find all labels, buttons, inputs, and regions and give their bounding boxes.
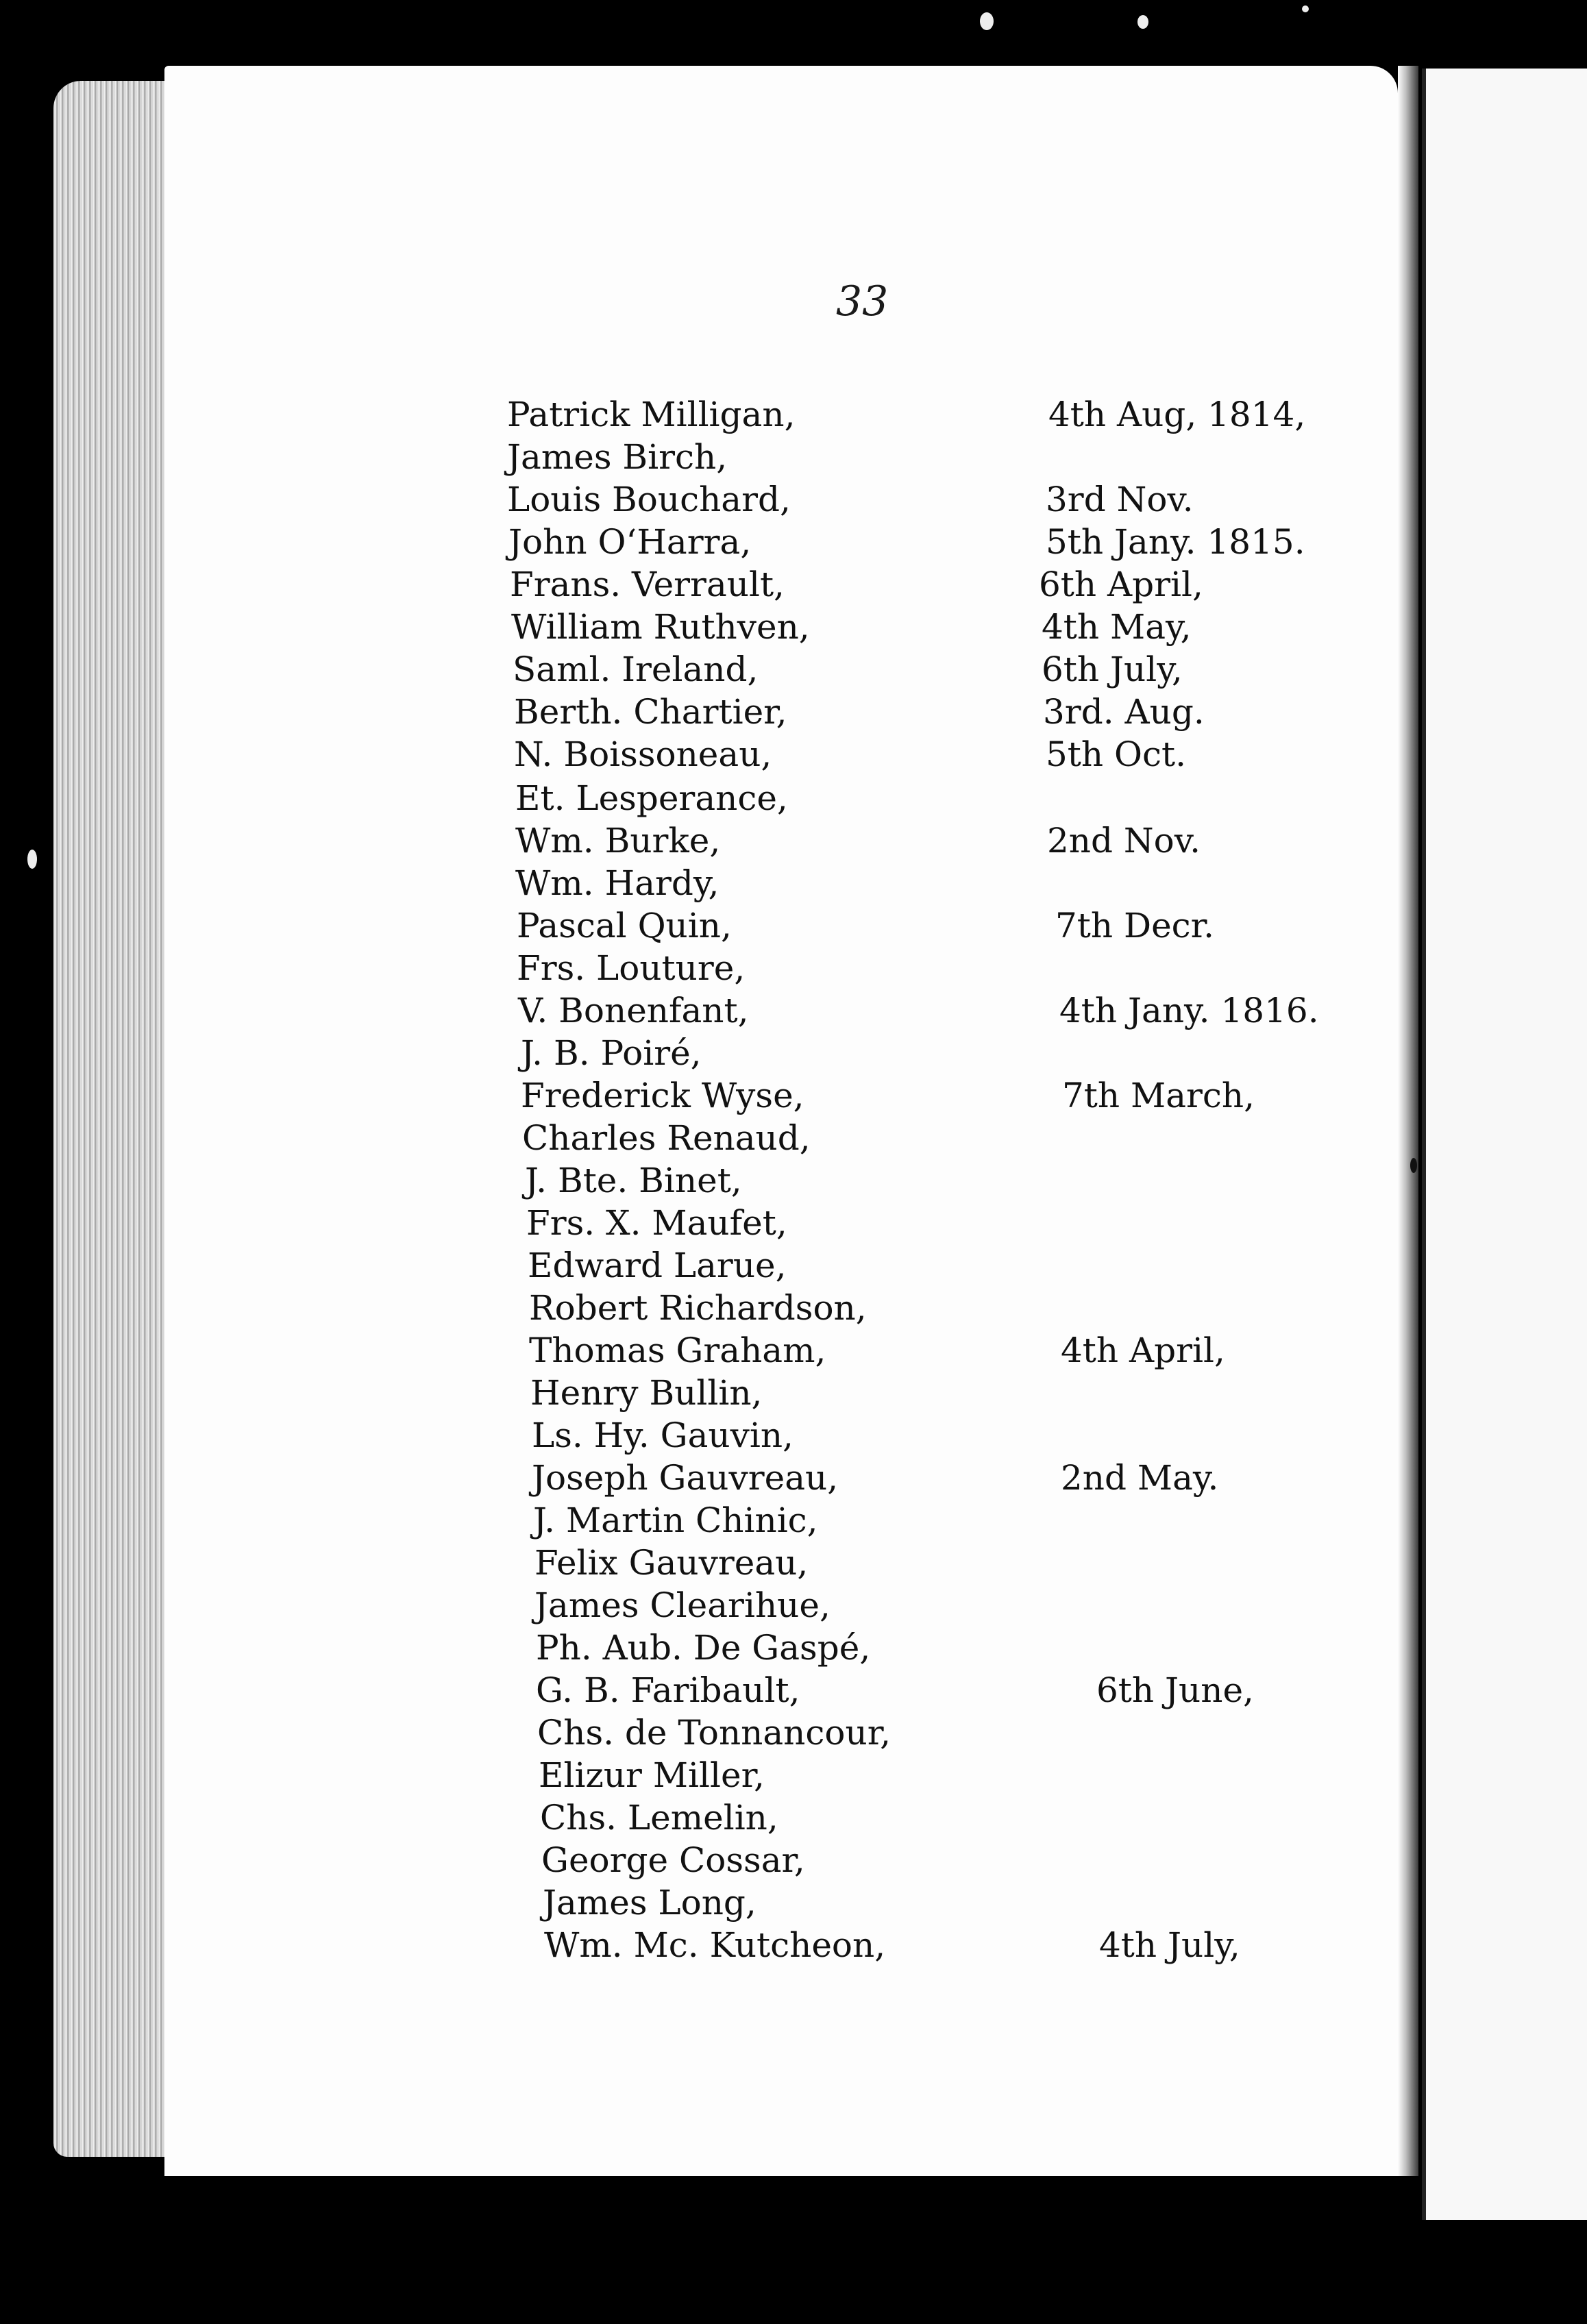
entry-date: 4th May, [1042, 607, 1192, 647]
entry-name: N. Boissoneau, [514, 734, 772, 774]
entry-date: 5th Oct. [1046, 734, 1186, 774]
entry-name: Et. Lesperance, [515, 778, 788, 818]
entry-name: J. Bte. Binet, [525, 1161, 742, 1200]
entry-name: John O‘Harra, [508, 522, 752, 562]
entry-name: Frederick Wyse, [521, 1076, 804, 1115]
entry-name: J. B. Poiré, [521, 1033, 702, 1073]
entry-name: Charles Renaud, [522, 1118, 811, 1158]
entry-name: Pascal Quin, [517, 906, 732, 945]
entry-name: James Clearihue, [534, 1585, 831, 1625]
scan-speck [27, 850, 37, 869]
entry-date: 4th July, [1099, 1925, 1240, 1965]
entry-name: Thomas Graham, [529, 1331, 826, 1370]
entry-name: V. Bonenfant, [518, 991, 749, 1030]
scan-speck [1302, 5, 1309, 12]
entry-name: William Ruthven, [511, 607, 810, 647]
entry-date: 6th July, [1042, 650, 1183, 689]
entry-name: Berth. Chartier, [514, 692, 787, 732]
scan-speck [1410, 1158, 1417, 1173]
entry-name: Chs. Lemelin, [540, 1798, 778, 1838]
entry-name: Henry Bullin, [530, 1373, 763, 1413]
entry-name: Ls. Hy. Gauvin, [532, 1416, 794, 1455]
entry-name: Joseph Gauvreau, [532, 1458, 839, 1498]
page-gutter [1398, 66, 1418, 2176]
scan-speck [1137, 15, 1148, 29]
entry-date: 4th Aug, 1814, [1048, 395, 1306, 434]
entry-name: Ph. Aub. De Gaspé, [536, 1628, 871, 1668]
entry-date: 4th April, [1061, 1331, 1225, 1370]
entry-name: Felix Gauvreau, [534, 1543, 809, 1583]
entry-name: Patrick Milligan, [507, 395, 796, 434]
entry-name: J. Martin Chinic, [533, 1500, 818, 1540]
entry-date: 4th Jany. 1816. [1059, 991, 1319, 1030]
entry-date: 6th April, [1039, 565, 1203, 604]
adjacent-page [1422, 69, 1587, 2220]
entry-date: 5th Jany. 1815. [1046, 522, 1305, 562]
entry-name: Wm. Hardy, [515, 863, 719, 903]
entry-name: Wm. Mc. Kutcheon, [544, 1925, 886, 1965]
entry-name: Edward Larue, [528, 1246, 787, 1285]
entry-date: 7th March, [1062, 1076, 1255, 1115]
entry-name: George Cossar, [541, 1840, 805, 1880]
entry-date: 3rd Nov. [1046, 480, 1194, 519]
entry-name: G. B. Faribault, [536, 1670, 800, 1710]
entry-name: Robert Richardson, [529, 1288, 867, 1328]
entry-name: James Long, [543, 1883, 756, 1923]
entry-date: 2nd May. [1061, 1458, 1219, 1498]
entry-name: Wm. Burke, [515, 821, 721, 861]
entry-name: Elizur Miller, [539, 1755, 765, 1795]
entry-name: Louis Bouchard, [507, 480, 791, 519]
page-number: 33 [836, 277, 889, 325]
entry-date: 2nd Nov. [1047, 821, 1201, 861]
entry-name: Chs. de Tonnancour, [537, 1713, 891, 1753]
entry-name: Frs. X. Maufet, [526, 1203, 787, 1243]
scan-speck [980, 12, 994, 30]
entry-date: 7th Decr. [1055, 906, 1214, 945]
entry-name: Frs. Louture, [517, 948, 746, 988]
entry-name: James Birch, [507, 437, 728, 477]
entry-name: Frans. Verrault, [510, 565, 785, 604]
entry-date: 6th June, [1096, 1670, 1254, 1710]
page-edges [53, 81, 177, 2157]
entry-date: 3rd. Aug. [1043, 692, 1205, 732]
entry-name: Saml. Ireland, [513, 650, 759, 689]
